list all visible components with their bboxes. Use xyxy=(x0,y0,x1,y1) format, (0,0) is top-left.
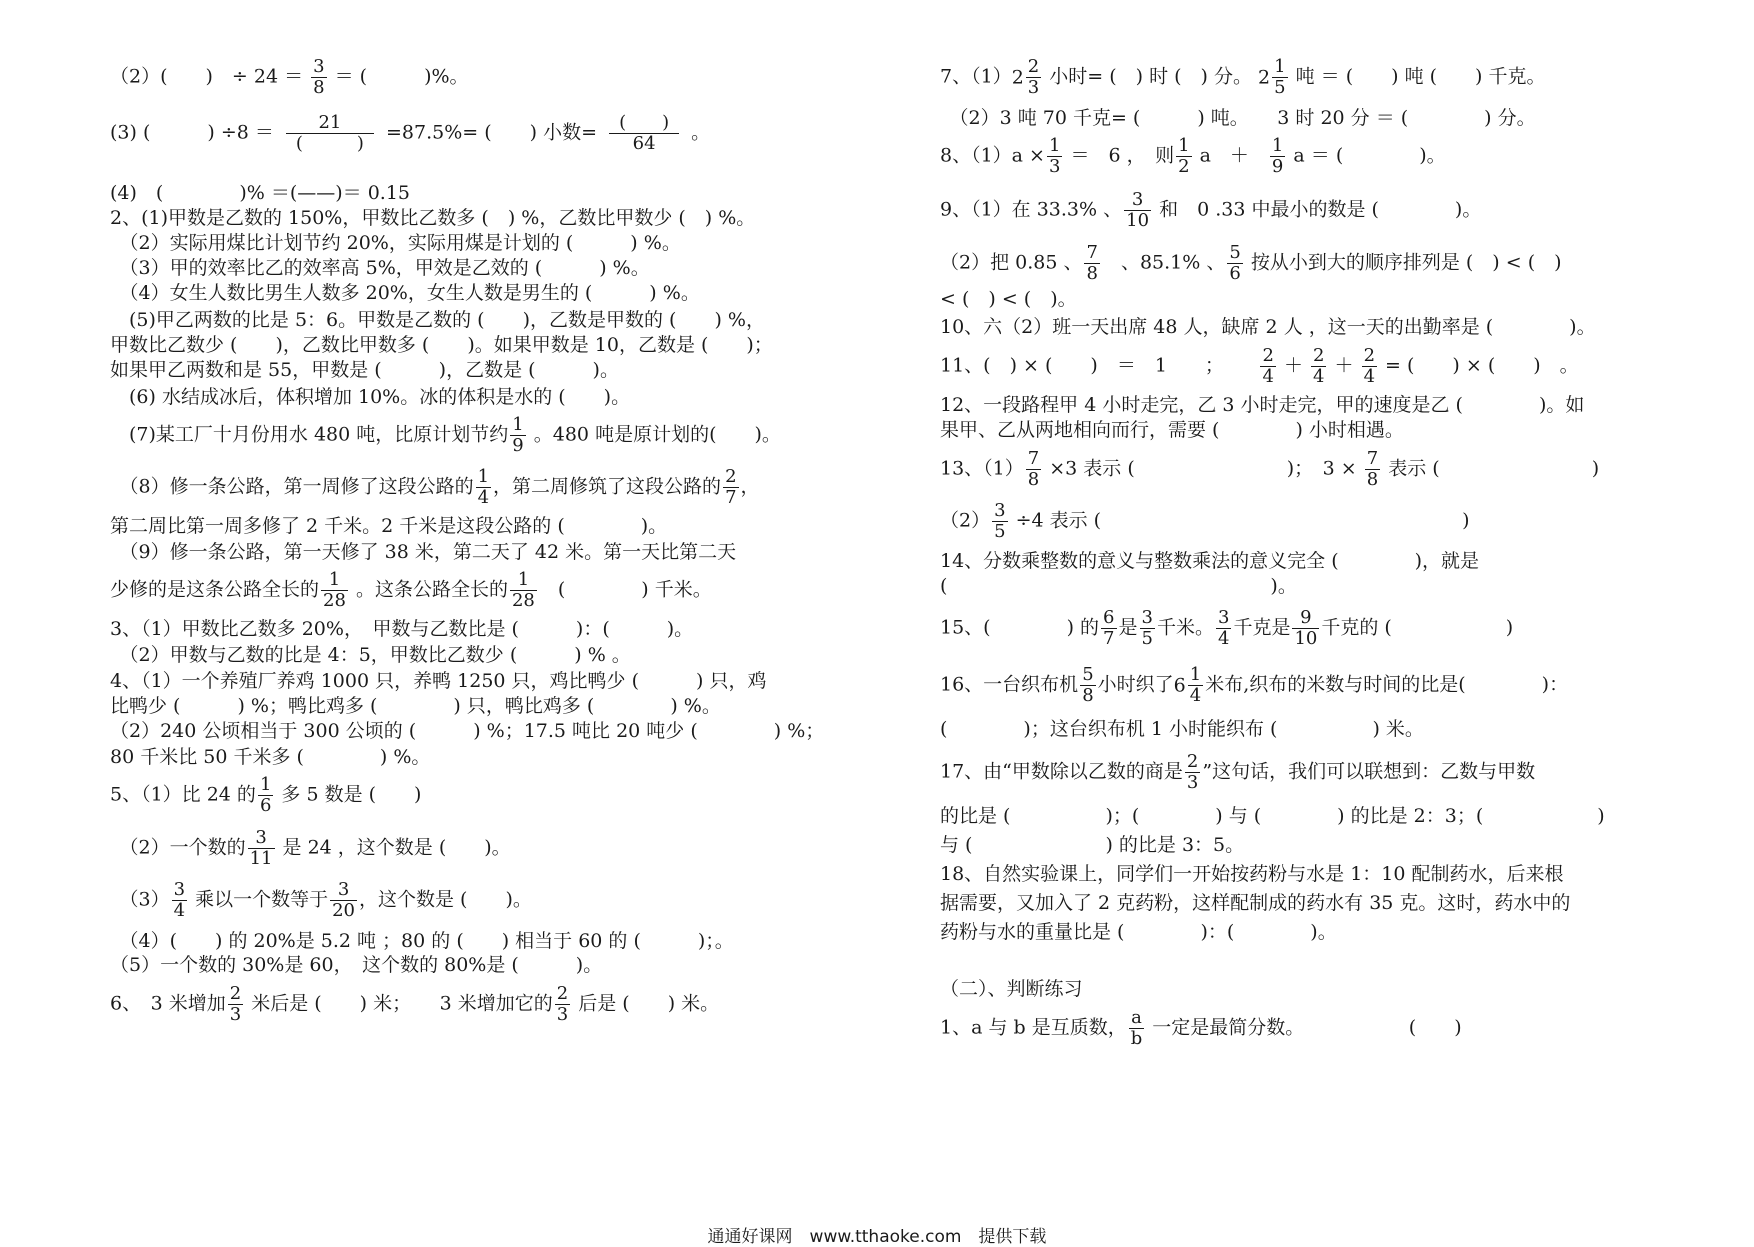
numerator: 3 xyxy=(330,880,357,901)
line-text: 甲数比乙数少 ( )，乙数比甲数多 ( )。如果甲数是 10，乙数是 ( )； xyxy=(110,334,773,356)
numerator: 3 xyxy=(248,828,275,849)
fraction-body xyxy=(1140,608,1155,649)
denominator: 8 xyxy=(313,77,325,98)
numerator: 1 xyxy=(510,570,537,591)
line-text: （3）甲的效率比乙的效率高 5%，甲效是乙效的 ( ) %。 xyxy=(110,257,650,279)
denominator: 7 xyxy=(1103,628,1115,649)
denominator: 5 xyxy=(1141,628,1153,649)
denominator: 7 xyxy=(725,487,737,508)
line-text: 8、（1）a × xyxy=(940,144,1045,167)
denominator: 10 xyxy=(1126,210,1150,231)
line-text: (7)某工厂十月份用水 480 吨，比原计划节约 xyxy=(110,423,509,446)
line-text: 据需要，又加入了 2 克药粉，这样配制成的药水有 35 克。这时，药水中的 xyxy=(940,892,1571,914)
numerator: 3 xyxy=(994,500,1006,521)
line-text: （9）修一条公路，第一天修了 38 米，第二天了 42 米。第一天比第二天 xyxy=(110,541,737,563)
fraction-body xyxy=(1129,1008,1145,1049)
fraction-body xyxy=(1176,136,1191,177)
right-line xyxy=(940,805,1605,827)
fraction-body xyxy=(1270,136,1285,177)
line-text: ＋ xyxy=(1277,354,1310,377)
line-text: 米布,织布的米数与时间的比是( )： xyxy=(1205,673,1569,696)
fraction xyxy=(1138,607,1157,649)
denominator: 8 xyxy=(1082,685,1094,706)
fraction xyxy=(474,466,493,508)
line-text: （2）一个数的 xyxy=(110,836,246,859)
fraction xyxy=(553,983,572,1025)
line-text: 2、(1)甲数是乙数的 150%，甲数比乙数多 ( ) %，乙数比甲数少 ( ) %。 xyxy=(110,207,756,229)
line-text: 吨 ＝ ( ) 吨 ( ) 千克。 xyxy=(1289,65,1546,88)
fraction-body xyxy=(321,570,348,611)
line-text: （3） xyxy=(110,888,170,911)
line-text: ( )。 xyxy=(940,575,1297,597)
whole-part: 2 xyxy=(1258,66,1271,89)
fraction-body xyxy=(248,828,275,869)
fraction xyxy=(508,414,527,456)
denominator: 5 xyxy=(1274,77,1286,98)
fraction xyxy=(1122,189,1153,231)
left-line xyxy=(110,618,693,640)
fraction xyxy=(1078,664,1097,706)
denominator: 10 xyxy=(1294,628,1318,649)
line-text: 如果甲乙两数和是 55，甲数是 ( )，乙数是 ( )。 xyxy=(110,359,619,381)
line-text: （2）3 吨 70 千克= ( ) 吨。 3 时 20 分 ＝ ( ) 分。 xyxy=(940,107,1536,129)
right-line xyxy=(940,1008,1462,1049)
numerator: 1 xyxy=(1048,135,1061,156)
fraction xyxy=(1309,345,1328,387)
line-text: ×3 表示 ( )； 3 × xyxy=(1043,457,1363,480)
fraction-body xyxy=(228,984,243,1025)
right-line xyxy=(940,243,1562,284)
fraction-body xyxy=(1227,243,1242,284)
left-line xyxy=(110,232,681,254)
left-line xyxy=(110,386,630,408)
numerator: 2 xyxy=(556,983,569,1004)
fraction xyxy=(309,56,328,98)
fraction-body xyxy=(258,775,273,816)
left-line xyxy=(110,695,721,717)
left-line xyxy=(110,541,736,563)
fraction xyxy=(1214,607,1233,649)
fraction-body xyxy=(476,467,491,508)
right-line xyxy=(940,419,1404,441)
left-line xyxy=(110,984,719,1025)
right-line xyxy=(940,921,1337,943)
fraction-body xyxy=(1026,449,1041,490)
right-line xyxy=(940,665,1568,706)
fraction-body xyxy=(1101,608,1116,649)
fraction-body xyxy=(286,113,374,154)
denominator: 8 xyxy=(1027,469,1040,490)
line-text: 按从小到大的顺序排列是 ( ) < ( ) xyxy=(1244,251,1562,274)
numerator: 1 xyxy=(1274,56,1286,77)
line-text: < ( ) < ( )。 xyxy=(940,288,1077,310)
numerator: ( ) xyxy=(609,113,679,134)
line-text: 是 xyxy=(1118,616,1138,639)
fraction xyxy=(226,983,245,1025)
line-text: （2）实际用煤比计划节约 20%，实际用煤是计划的 ( ) %。 xyxy=(110,232,681,254)
line-text: (3) ( ) ÷8 ＝ xyxy=(110,121,280,144)
denominator: 4 xyxy=(477,487,490,508)
fraction-body xyxy=(1311,346,1326,387)
line-text: 80 千米比 50 千米多 ( ) %。 xyxy=(110,746,431,768)
left-line xyxy=(110,309,765,331)
fraction-body xyxy=(1292,608,1319,649)
numerator: a xyxy=(1129,1008,1145,1029)
left-line xyxy=(110,282,700,304)
fraction-body xyxy=(1272,57,1287,98)
left-line xyxy=(110,57,469,98)
right-line xyxy=(940,501,1470,542)
line-text: = ( ) × ( ) 。 xyxy=(1379,354,1579,377)
denominator: 4 xyxy=(1217,628,1230,649)
denominator: 9 xyxy=(1271,156,1284,177)
numerator: 2 xyxy=(1027,56,1040,77)
line-text: 少修的是这条公路全长的 xyxy=(110,578,320,601)
denominator: 3 xyxy=(1027,77,1040,98)
left-line xyxy=(110,182,410,204)
left-line xyxy=(110,746,430,768)
denominator: 2 xyxy=(1178,156,1190,177)
denominator: 5 xyxy=(994,521,1006,542)
line-text: ＋ xyxy=(1328,354,1360,377)
fraction-body xyxy=(311,57,326,98)
whole-part: 2 xyxy=(1011,66,1024,89)
fraction xyxy=(256,774,275,816)
left-line xyxy=(110,515,667,537)
line-text: 千克是 xyxy=(1233,616,1291,639)
fraction-body xyxy=(1365,449,1380,490)
fraction xyxy=(1363,448,1382,490)
fraction xyxy=(990,500,1009,542)
numerator: 3 xyxy=(173,879,186,900)
left-line xyxy=(110,670,766,692)
line-text: 3、（1）甲数比乙数多 20%， 甲数与乙数比是 ( )：( )。 xyxy=(110,618,694,640)
fraction xyxy=(1183,751,1202,793)
left-line xyxy=(110,334,773,356)
line-text: 14、分数乘整数的意义与整数乘法的意义完全 ( )，就是 xyxy=(940,550,1480,572)
line-text: 一定是最简分数。 ( ) xyxy=(1146,1016,1462,1039)
line-text: 。这条公路全长的 xyxy=(349,578,508,601)
fraction xyxy=(1290,607,1321,649)
line-text: （2）( ) ÷ 24 ＝ xyxy=(110,65,310,88)
fraction xyxy=(1045,135,1064,177)
left-line xyxy=(110,570,712,611)
fraction xyxy=(1174,135,1193,177)
line-text: 17、由“甲数除以乙数的商是 xyxy=(940,760,1183,783)
fraction-body xyxy=(1260,346,1275,387)
denominator: 64 xyxy=(632,133,656,154)
fraction-body xyxy=(510,570,537,611)
fraction xyxy=(328,879,359,921)
fraction-body xyxy=(1124,190,1151,231)
line-text: 是 24 ，这个数是 ( )。 xyxy=(276,836,511,859)
fraction-body xyxy=(172,880,187,921)
denominator: b xyxy=(1130,1028,1143,1049)
line-text: a ＋ xyxy=(1193,144,1268,167)
whole-part: 6 xyxy=(1173,674,1186,697)
fraction-body xyxy=(1362,346,1377,387)
numerator: 7 xyxy=(1086,242,1098,263)
fraction xyxy=(1268,135,1287,177)
line-text: 小时= ( ) 时 ( ) 分。 xyxy=(1043,65,1259,88)
denominator: 3 xyxy=(1186,772,1199,793)
line-text: (5)甲乙两数的比是 5：6。甲数是乙数的 ( )，乙数是甲数的 ( ) %， xyxy=(110,309,765,331)
numerator: 2 xyxy=(1313,345,1325,366)
mixed-number xyxy=(1174,665,1206,706)
denominator: 20 xyxy=(332,900,355,921)
fraction xyxy=(1225,242,1244,284)
right-line xyxy=(940,288,1077,310)
line-text: ”这句话，我们可以联想到：乙数与甲数 xyxy=(1202,760,1536,783)
denominator: 8 xyxy=(1366,469,1379,490)
left-line xyxy=(110,644,631,666)
numerator: 3 xyxy=(313,56,325,77)
numerator: 3 xyxy=(1124,190,1151,211)
fraction-body xyxy=(1185,752,1200,793)
line-text: 乘以一个数等于 xyxy=(189,888,329,911)
fraction xyxy=(1082,242,1101,284)
line-text: 11、( ) × ( ) ＝ 1 ； xyxy=(940,354,1259,377)
line-text: 第二周比第一周多修了 2 千米。2 千米是这段公路的 ( )。 xyxy=(110,515,668,537)
line-text: a ＝ ( )。 xyxy=(1287,144,1446,167)
line-text: （2）240 公顷相当于 300 公顷的 ( ) %；17.5 吨比 20 吨少 ( ) %； xyxy=(110,720,825,742)
fraction xyxy=(1258,345,1277,387)
line-text: 与 ( ) 的比是 3：5。 xyxy=(940,834,1245,856)
fraction-body xyxy=(609,113,679,154)
line-text: 。480 吨是原计划的( )。 xyxy=(527,423,781,446)
line-text: ＝ ( )%。 xyxy=(328,65,469,88)
line-text: 果甲、乙从两地相向而行，需要 ( ) 小时相遇。 xyxy=(940,419,1404,441)
fraction-body xyxy=(330,880,357,921)
left-line xyxy=(110,257,650,279)
denominator: 4 xyxy=(1262,366,1274,387)
denominator: 4 xyxy=(1363,366,1376,387)
numerator: 7 xyxy=(1027,448,1040,469)
denominator: 3 xyxy=(556,1004,569,1025)
fraction-body xyxy=(1026,57,1041,98)
line-text: ，这个数是 ( )。 xyxy=(359,888,532,911)
right-line xyxy=(940,863,1564,885)
denominator: 8 xyxy=(1086,263,1098,284)
line-text: 多 5 数是 ( ) xyxy=(275,783,422,806)
right-line xyxy=(940,316,1596,338)
line-text: 千克的 ( ) xyxy=(1321,616,1514,639)
numerator: 21 xyxy=(286,113,374,134)
numerator: 1 xyxy=(1189,664,1202,685)
fraction xyxy=(603,112,685,154)
right-line xyxy=(940,57,1545,98)
numerator: 6 xyxy=(1103,607,1115,628)
left-line xyxy=(110,880,532,921)
line-text: （8）修一条公路，第一周修了这段公路的 xyxy=(110,475,474,498)
line-text: 10、六（2）班一天出席 48 人，缺席 2 人 ，这一天的出勤率是 ( )。 xyxy=(940,316,1596,338)
line-text: 6、 3 米增加 xyxy=(110,992,226,1015)
line-text: ( )；这台织布机 1 小时能织布 ( ) 米。 xyxy=(940,718,1424,740)
numerator: 5 xyxy=(1082,664,1094,685)
fraction-body xyxy=(1084,243,1099,284)
line-text: 4、（1）一个养殖厂养鸡 1000 只，养鸭 1250 只，鸡比鸭少 ( ) 只，鸡 xyxy=(110,670,767,692)
line-text: （5）一个数的 30%是 60， 这个数的 80%是 ( )。 xyxy=(110,954,603,976)
fraction xyxy=(1127,1007,1147,1049)
denominator: 6 xyxy=(259,795,272,816)
denominator: 28 xyxy=(323,590,346,611)
line-text: （2）把 0.85 、 xyxy=(940,251,1083,274)
line-text: （2）甲数与乙数的比是 4：5，甲数比乙数少 ( ) % 。 xyxy=(110,644,631,666)
right-line xyxy=(940,550,1479,572)
line-text: （4）( ) 的 20%是 5.2 吨 ；80 的 ( ) 相当于 60 的 ( )；。 xyxy=(110,930,734,952)
line-text: ，第二周修筑了这段公路的 xyxy=(493,475,722,498)
line-text: 后是 ( ) 米。 xyxy=(572,992,720,1015)
numerator: 1 xyxy=(512,414,524,435)
fraction xyxy=(280,112,380,154)
denominator: 4 xyxy=(1313,366,1325,387)
line-text: 15、( ) 的 xyxy=(940,616,1100,639)
denominator: 4 xyxy=(173,900,186,921)
numerator: 2 xyxy=(1262,345,1274,366)
denominator: 11 xyxy=(249,848,273,869)
left-line xyxy=(110,720,824,742)
numerator: 2 xyxy=(1186,751,1199,772)
numerator: 1 xyxy=(477,466,490,487)
fraction xyxy=(508,569,539,611)
line-text: 、85.1% 、 xyxy=(1101,251,1226,274)
line-text: 小时织了 xyxy=(1097,673,1174,696)
line-text: 。 xyxy=(685,121,711,144)
line-text: 药粉与水的重量比是 ( )：( )。 xyxy=(940,921,1337,943)
right-line xyxy=(940,190,1481,231)
line-text: 5、（1）比 24 的 xyxy=(110,783,256,806)
denominator: 28 xyxy=(511,590,535,611)
numerator: 2 xyxy=(725,466,737,487)
denominator: 3 xyxy=(229,1004,242,1025)
left-line xyxy=(110,207,755,229)
right-line xyxy=(940,346,1579,387)
line-text: 米后是 ( ) 米； 3 米增加它的 xyxy=(245,992,553,1015)
right-line xyxy=(940,449,1599,490)
denominator: 3 xyxy=(1048,156,1061,177)
line-text: (6) 水结成冰后，体积增加 10%。冰的体积是水的 ( )。 xyxy=(110,386,631,408)
line-text: =87.5%= ( ) 小数= xyxy=(379,121,604,144)
fraction-body xyxy=(992,501,1007,542)
fraction xyxy=(1024,448,1043,490)
left-line xyxy=(110,359,619,381)
numerator: 1 xyxy=(259,774,272,795)
footer-credit: 通通好课网 www.tthaoke.com 提供下载 xyxy=(707,1227,1047,1247)
denominator: 9 xyxy=(512,435,524,456)
right-line xyxy=(940,978,1083,1000)
line-text: （二）、判断练习 xyxy=(940,978,1083,1000)
right-line xyxy=(940,608,1513,649)
line-text: （4）女生人数比男生人数多 20%，女生人数是男生的 ( ) %。 xyxy=(110,282,700,304)
fraction-body xyxy=(1080,665,1095,706)
right-line xyxy=(940,752,1535,793)
left-line xyxy=(110,415,781,456)
left-line xyxy=(110,954,602,976)
mixed-number xyxy=(1012,57,1044,98)
line-text: ＝ 6 ， 则 xyxy=(1064,144,1175,167)
numerator: 3 xyxy=(1217,607,1230,628)
line-text: ( ) 千米。 xyxy=(538,578,712,601)
line-text: 9、（1）在 33.3% 、 xyxy=(940,198,1123,221)
denominator: 6 xyxy=(1229,263,1241,284)
numerator: 7 xyxy=(1366,448,1379,469)
fraction-body xyxy=(510,415,525,456)
line-text: (4) ( )% ＝(——)＝ 0.15 xyxy=(110,182,411,204)
line-text: 1、a 与 b 是互质数， xyxy=(940,1016,1127,1039)
right-line xyxy=(940,892,1570,914)
numerator: 5 xyxy=(1229,242,1241,263)
left-line xyxy=(110,113,710,154)
right-line xyxy=(940,834,1244,856)
fraction xyxy=(1099,607,1118,649)
right-line xyxy=(940,107,1536,129)
line-text: （2） xyxy=(940,509,991,532)
numerator: 3 xyxy=(1141,607,1153,628)
right-line xyxy=(940,575,1297,597)
fraction xyxy=(170,879,189,921)
numerator: 1 xyxy=(1271,135,1284,156)
fraction-body xyxy=(555,984,570,1025)
line-text: ÷4 表示 ( ) xyxy=(1009,509,1470,532)
fraction xyxy=(721,466,740,508)
line-text: 7、（1） xyxy=(940,65,1012,88)
fraction-body xyxy=(723,467,738,508)
fraction xyxy=(319,569,350,611)
fraction-body xyxy=(1216,608,1231,649)
line-text: ， xyxy=(740,475,760,498)
denominator: ( ) xyxy=(295,133,364,154)
line-text: 表示 ( ) xyxy=(1382,457,1600,480)
left-line xyxy=(110,828,511,869)
numerator: 9 xyxy=(1292,608,1319,629)
numerator: 1 xyxy=(1178,135,1190,156)
left-line xyxy=(110,930,734,952)
line-text: 16、一台织布机 xyxy=(940,673,1079,696)
line-text: 13、（1） xyxy=(940,457,1024,480)
denominator: 4 xyxy=(1189,685,1202,706)
right-line xyxy=(940,136,1446,177)
line-text: 18、自然实验课上，同学们一开始按药粉与水是 1：10 配制药水，后来根 xyxy=(940,863,1564,885)
line-text: 12、一段路程甲 4 小时走完，乙 3 小时走完，甲的速度是乙 ( )。如 xyxy=(940,394,1585,416)
fraction-body xyxy=(1047,136,1062,177)
fraction xyxy=(1360,345,1379,387)
mixed-number xyxy=(1258,57,1290,98)
numerator: 2 xyxy=(1363,345,1376,366)
left-line xyxy=(110,775,421,816)
line-text: 和 0 .33 中最小的数是 ( )。 xyxy=(1153,198,1482,221)
line-text: 的比是 ( )；( ) 与 ( ) 的比是 2：3；( ) xyxy=(940,805,1605,827)
line-text: 千米。 xyxy=(1156,616,1214,639)
line-text: 比鸭少 ( ) %；鸭比鸡多 ( ) 只，鸭比鸡多 ( ) %。 xyxy=(110,695,721,717)
fraction-body xyxy=(1188,665,1203,706)
left-line xyxy=(110,467,760,508)
numerator: 2 xyxy=(229,983,242,1004)
fraction xyxy=(246,827,277,869)
numerator: 1 xyxy=(321,570,348,591)
right-line xyxy=(940,394,1584,416)
right-line xyxy=(940,718,1424,740)
